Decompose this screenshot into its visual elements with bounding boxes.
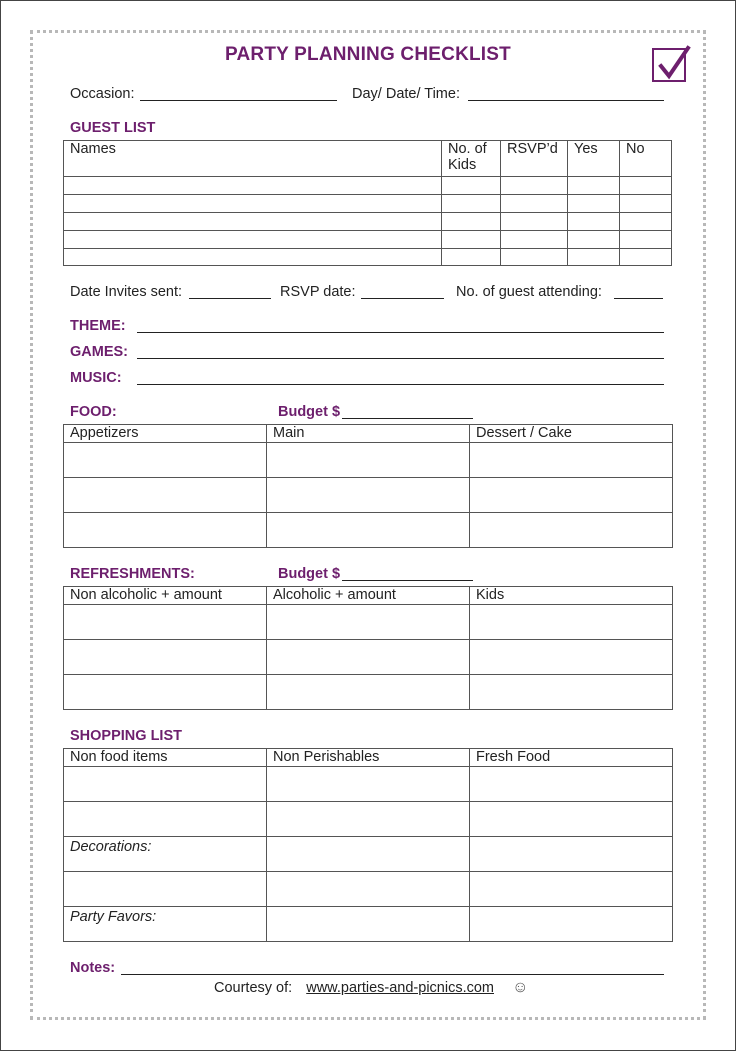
table-row (64, 675, 673, 710)
food-col-appetizers: Appetizers (64, 425, 267, 443)
food-table (63, 424, 673, 548)
refreshments-col-alcoholic: Alcoholic + amount (267, 587, 470, 605)
guest-col-rsvpd: RSVP’d (501, 141, 568, 177)
food-heading: FOOD: (70, 404, 117, 420)
day-date-time-label: Day/ Date/ Time: (352, 86, 460, 102)
guest-col-yes: Yes (568, 141, 620, 177)
food-budget-label: Budget $ (278, 404, 341, 420)
guest-col-no: No (620, 141, 672, 177)
food-col-dessert: Dessert / Cake (470, 425, 673, 443)
refreshments-table (63, 586, 673, 710)
table-row (64, 231, 672, 249)
table-row (64, 907, 673, 942)
checkmark-box-icon (652, 48, 686, 82)
date-invites-sent-label: Date Invites sent: (70, 284, 183, 300)
table-row (64, 177, 672, 195)
table-row (64, 513, 673, 548)
smiley-icon: ☺ (512, 979, 529, 996)
refreshments-heading: REFRESHMENTS: (70, 566, 195, 582)
table-row (64, 249, 672, 266)
shopping-col-non-perishables: Non Perishables (267, 749, 470, 767)
guest-col-names: Names (64, 141, 442, 177)
shopping-list-heading: SHOPPING LIST (70, 728, 182, 744)
guests-attending-label: No. of guest attending: (456, 284, 602, 300)
decorations-label: Decorations: (64, 837, 267, 872)
date-invites-sent-field[interactable] (189, 298, 271, 299)
table-row (64, 640, 673, 675)
notes-label: Notes: (70, 960, 116, 976)
refreshments-budget-field[interactable] (342, 580, 473, 581)
guest-list-heading: GUEST LIST (70, 120, 156, 136)
refreshments-col-non-alcoholic: Non alcoholic + amount (64, 587, 267, 605)
theme-label: THEME: (70, 318, 126, 334)
refreshments-col-kids: Kids (470, 587, 673, 605)
table-row (64, 872, 673, 907)
table-row (64, 443, 673, 478)
table-row (64, 802, 673, 837)
food-col-main: Main (267, 425, 470, 443)
day-date-time-field[interactable] (468, 100, 664, 101)
guests-attending-field[interactable] (614, 298, 663, 299)
music-field[interactable] (137, 384, 664, 385)
footer-courtesy (214, 979, 528, 997)
party-favors-label: Party Favors: (64, 907, 267, 942)
guest-col-kids: No. of Kids (442, 141, 501, 177)
shopping-col-non-food: Non food items (64, 749, 267, 767)
table-row (64, 478, 673, 513)
notes-field[interactable] (121, 974, 664, 975)
occasion-field[interactable] (140, 100, 337, 101)
guest-list-table (63, 140, 672, 266)
rsvp-date-label: RSVP date: (280, 284, 356, 300)
refreshments-budget-label: Budget $ (278, 566, 341, 582)
page-title: PARTY PLANNING CHECKLIST (225, 44, 511, 65)
table-row (64, 605, 673, 640)
music-label: MUSIC: (70, 370, 122, 386)
website-link[interactable]: www.parties-and-picnics.com (306, 980, 494, 996)
shopping-list-table (63, 748, 673, 942)
table-row (64, 837, 673, 872)
courtesy-label: Courtesy of: (214, 980, 293, 996)
table-row (64, 213, 672, 231)
theme-field[interactable] (137, 332, 664, 333)
table-row (64, 195, 672, 213)
occasion-label: Occasion: (70, 86, 135, 102)
shopping-col-fresh-food: Fresh Food (470, 749, 673, 767)
table-row (64, 767, 673, 802)
food-budget-field[interactable] (342, 418, 473, 419)
games-field[interactable] (137, 358, 664, 359)
games-label: GAMES: (70, 344, 128, 360)
rsvp-date-field[interactable] (361, 298, 444, 299)
